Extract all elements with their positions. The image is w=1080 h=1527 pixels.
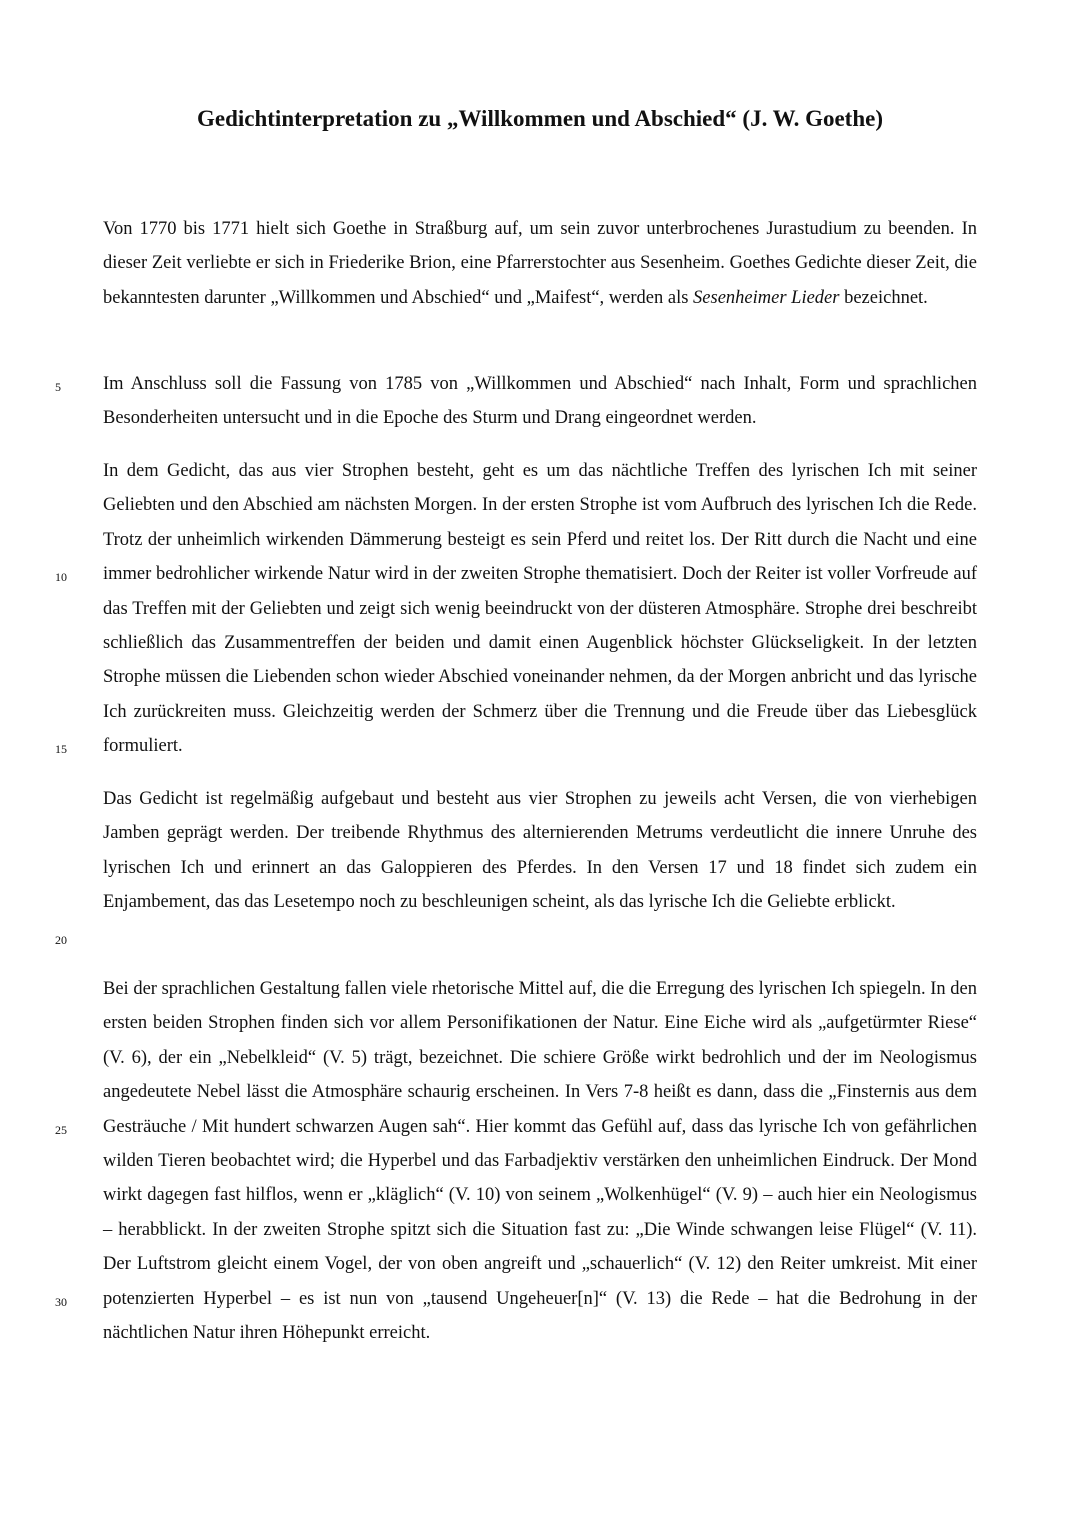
line-number: 20 (55, 933, 67, 947)
line-number: 15 (55, 742, 67, 756)
paragraph-form: Das Gedicht ist regelmäßig aufgebaut und besteht aus vier Strophen zu jeweils acht Versen, die von vierhebigen Jamben geprägt werden. Der treibende Rhythmus des alternierenden Metrums verdeutlicht die innere Unruhe des lyrischen Ich und erinnert an das Galoppieren des Pferdes. In den Versen 17 und 18 findet sich zudem ein Enjambement, das das Lesetempo noch zu beschleunigen scheint, als das lyrische Ich die Geliebte erblickt. (103, 789, 977, 913)
paragraph-language: Bei der sprachlichen Gestaltung fallen viele rhetorische Mittel auf, die die Erregung des lyrischen Ich spiegeln. In den ersten beiden Strophen finden sich vor allem Personifikationen der Natur. Eine Eiche wird als „aufgetürmter Riese“ (V. 6), der ein „Nebelkleid“ (V. 5) trägt, bezeichnet. Die schiere Größe wirkt bedrohlich und der im Neologismus angedeutete Nebel lässt die Atmosphäre schaurig erscheinen. In Vers 7-8 heißt es dann, dass die „Finsternis aus dem Gesträuche / Mit hundert schwarzen Augen sah“. Hier kommt das Gefühl auf, dass das lyrische Ich von gefährlichen wilden Tieren beobachtet wird; die Hyperbel und das Farbadjektiv verstärken den unheimlichen Eindruck. Der Mond wirkt dagegen fast hilflos, wenn er „kläglich“ (V. 10) von seinem „Wolkenhügel“ (V. 9) – auch hier ein Neologismus – herabblickt. In der zweiten Strophe spitzt sich die Situation fast zu: „Die Winde schwangen leise Flügel“ (V. 11). Der Luftstrom gleicht einem Vogel, der von oben angreift und „schauerlich“ (V. 12) den Reiter umkreist. Mit einer potenzierten Hyperbel – es ist nun von „tausend Ungeheuer[n]“ (V. 13) die Rede – hat die Bedrohung in der nächtlichen Natur ihren Höhepunkt erreicht. (103, 979, 977, 1344)
line-number: 25 (55, 1123, 67, 1137)
document-title: Gedichtinterpretation zu „Willkommen und Abschied“ (J. W. Goethe) (196, 106, 883, 131)
line-number: 30 (55, 1295, 67, 1309)
line-number: 5 (55, 380, 61, 394)
paragraph-intro (103, 212, 977, 315)
work-title-italic: Sesenheimer Lieder (693, 287, 840, 308)
paragraph-intro-end: bezeichnet. (839, 287, 928, 308)
paragraph-intro-text: Von 1770 bis 1771 hielt sich Goethe in Straßburg auf, um sein zuvor unterbrochenes Jurastudium zu beenden. In dieser Zeit verliebte er sich in Friederike Brion, eine Pfarrerstochter aus Sesenheim. Goethes Gedichte dieser Zeit, die bekanntesten darunter „Willkommen und Abschied“ und „Maifest“, werden als (103, 219, 977, 308)
paragraph-content: In dem Gedicht, das aus vier Strophen besteht, geht es um das nächtliche Treffen des lyrischen Ich mit seiner Geliebten und den Abschied am nächsten Morgen. In der ersten Strophe ist vom Aufbruch des lyrischen Ich die Rede. Trotz der unheimlich wirkenden Dämmerung besteigt es sein Pferd und reitet los. Der Ritt durch die Nacht und eine immer bedrohlicher wirkende Natur wird in der zweiten Strophe thematisiert. Doch der Reiter ist voller Vorfreude auf das Treffen mit der Geliebten und zeigt sich wenig beeindruckt von der düsteren Atmosphäre. Strophe drei beschreibt schließlich das Zusammentreffen der beiden und damit einen Augenblick höchster Glückseligkeit. In der letzten Strophe müssen die Liebenden schon wieder Abschied voneinander nehmen, da der Morgen anbricht und das lyrische Ich zurückreiten muss. Gleichzeitig werden der Schmerz über die Trennung und die Freude über das Liebesglück formuliert. (103, 461, 977, 757)
line-number: 10 (55, 570, 67, 584)
paragraph-task: Im Anschluss soll die Fassung von 1785 von „Willkommen und Abschied“ nach Inhalt, Form und sprachlichen Besonderheiten untersucht und in die Epoche des Sturm und Drang eingeordnet werden. (103, 374, 977, 429)
